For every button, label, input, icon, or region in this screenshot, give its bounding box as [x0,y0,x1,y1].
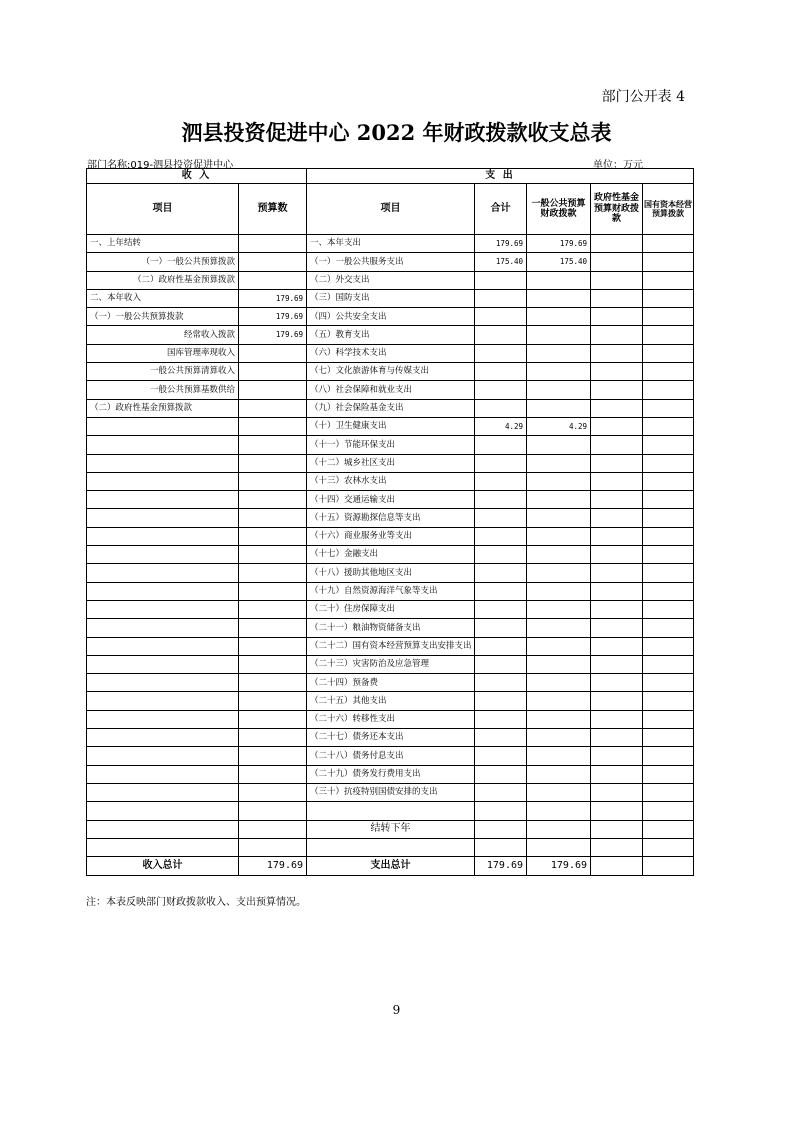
empty-cell [591,838,643,856]
income-budget-cell [239,582,307,600]
income-budget-cell [239,509,307,527]
expense-item-cell: （十六）商业服务业等支出 [307,527,475,545]
income-item-cell [87,820,239,838]
expense-state-capital-cell [643,289,694,307]
unit-label: 单位：万元 [593,160,643,171]
expense-state-capital-cell [643,454,694,472]
expense-total-cell [475,363,527,381]
expense-item-cell: （十四）交通运输支出 [307,491,475,509]
column-header-row [87,184,694,235]
income-budget-cell [239,655,307,673]
income-item-cell [87,765,239,783]
income-item-cell [87,582,239,600]
empty-cell [591,857,643,876]
income-budget-cell [239,381,307,399]
income-item-cell [87,692,239,710]
expense-general-cell [527,692,591,710]
expense-state-capital-cell [643,729,694,747]
income-budget-cell [239,783,307,801]
income-budget-cell [239,710,307,728]
expense-state-capital-cell [643,747,694,765]
income-item-cell [87,710,239,728]
expense-state-capital-cell [643,600,694,618]
expense-general-cell [527,619,591,637]
table-row [87,710,694,728]
expense-state-capital-cell [643,417,694,435]
table-row [87,838,694,856]
income-budget-cell [239,235,307,253]
income-item-cell: 一、上年结转 [87,235,239,253]
table-row [87,546,694,564]
expense-gov-fund-cell [591,527,643,545]
table-row [87,381,694,399]
expense-total-cell [475,619,527,637]
expense-item-cell: （八）社会保障和就业支出 [307,381,475,399]
expense-item-cell [307,802,475,820]
col-header-total: 合计 [475,184,527,235]
income-budget-cell [239,491,307,509]
income-budget-cell [239,692,307,710]
expense-item-cell: （二十）住房保障支出 [307,600,475,618]
income-item-cell [87,747,239,765]
table-row [87,253,694,271]
income-budget-cell [239,271,307,289]
expense-total-cell [475,582,527,600]
table-row [87,436,694,454]
expense-total-cell [475,674,527,692]
empty-cell [643,838,694,856]
table-row [87,802,694,820]
table-row [87,619,694,637]
expense-general-cell [527,674,591,692]
income-budget-cell [239,253,307,271]
expense-item-cell: （七）文化旅游体育与传媒支出 [307,363,475,381]
expense-state-capital-cell [643,802,694,820]
expense-general-cell [527,472,591,490]
expense-item-cell: （四）公共安全支出 [307,308,475,326]
empty-cell [591,820,643,838]
table-row [87,472,694,490]
income-budget-cell [239,363,307,381]
expense-gov-fund-cell [591,546,643,564]
income-budget-cell [239,472,307,490]
expense-total-cell [475,527,527,545]
expense-general-cell [527,363,591,381]
table-row [87,527,694,545]
expense-gov-fund-cell [591,399,643,417]
table-row [87,582,694,600]
income-budget-cell [239,600,307,618]
expense-state-capital-cell [643,619,694,637]
expense-state-capital-cell [643,344,694,362]
expense-state-capital-cell [643,710,694,728]
expense-state-capital-cell [643,308,694,326]
income-item-cell [87,729,239,747]
expense-state-capital-cell [643,363,694,381]
expense-general-cell [527,509,591,527]
expense-state-capital-cell [643,527,694,545]
expense-gov-fund-cell [591,472,643,490]
expense-state-capital-cell [643,564,694,582]
table-row [87,765,694,783]
income-item-cell [87,600,239,618]
expense-gov-fund-cell [591,783,643,801]
expense-total-cell [475,399,527,417]
expense-total-cell [475,747,527,765]
expense-total-cell [475,637,527,655]
expense-state-capital-cell [643,655,694,673]
income-budget-cell: 179.69 [239,308,307,326]
empty-cell [307,838,475,856]
table-row [87,600,694,618]
expense-general-cell [527,308,591,326]
income-item-cell: 国库管理率现收入 [87,344,239,362]
table-number-label: 部门公开表 4 [601,89,685,105]
carry-forward-row [87,820,694,838]
expense-total-cell [475,308,527,326]
income-budget-cell [239,454,307,472]
expense-general-cell [527,802,591,820]
empty-cell [87,838,239,856]
table-row [87,674,694,692]
income-item-cell: （一）一般公共预算拨款 [87,308,239,326]
expense-total-label: 支出总计 [307,857,475,876]
income-item-cell [87,783,239,801]
col-header-income-item: 项目 [87,184,239,235]
expense-state-capital-cell [643,674,694,692]
empty-cell [527,820,591,838]
expense-gov-fund-cell [591,363,643,381]
expense-general-cell [527,289,591,307]
budget-summary-table [86,168,694,876]
expense-total-cell [475,344,527,362]
expense-gov-fund-cell [591,326,643,344]
expense-general-cell [527,600,591,618]
expense-total-cell: 175.40 [475,253,527,271]
expense-general-cell [527,326,591,344]
table-row [87,344,694,362]
expense-general-cell [527,710,591,728]
empty-cell [643,820,694,838]
table-row [87,783,694,801]
expense-item-cell: （二十七）债务还本支出 [307,729,475,747]
expense-total-cell [475,454,527,472]
expense-state-capital-cell [643,491,694,509]
expense-state-capital-cell [643,271,694,289]
expense-item-cell: （十七）金融支出 [307,546,475,564]
expense-item-cell: 一、本年支出 [307,235,475,253]
expense-gov-fund-cell [591,436,643,454]
expense-total-cell [475,802,527,820]
expense-item-cell: （三十）抗疫特别国债安排的支出 [307,783,475,801]
expense-state-capital-cell [643,253,694,271]
totals-row [87,857,694,876]
expense-item-cell: （六）科学技术支出 [307,344,475,362]
expense-gov-fund-cell [591,600,643,618]
expense-item-cell: （二十五）其他支出 [307,692,475,710]
expense-item-cell: （九）社会保险基金支出 [307,399,475,417]
expense-section-header: 支 出 [307,169,694,184]
empty-cell [643,857,694,876]
expense-gov-fund-cell [591,582,643,600]
expense-gov-fund-cell [591,289,643,307]
income-item-cell [87,564,239,582]
expense-state-capital-cell [643,381,694,399]
table-row [87,417,694,435]
expense-gov-fund-cell [591,271,643,289]
expense-general-cell [527,454,591,472]
expense-general-cell [527,729,591,747]
income-budget-cell [239,546,307,564]
income-budget-cell: 179.69 [239,289,307,307]
expense-item-cell: （二十九）债务发行费用支出 [307,765,475,783]
expense-general-cell [527,491,591,509]
table-row [87,729,694,747]
income-budget-cell [239,637,307,655]
expense-total-cell: 179.69 [475,235,527,253]
carry-forward-label: 结转下年 [307,820,475,838]
expense-item-cell: （二）外交支出 [307,271,475,289]
table-note: 注：本表反映部门财政拨款收入、支出预算情况。 [86,897,306,908]
expense-state-capital-cell [643,783,694,801]
expense-gov-fund-cell [591,381,643,399]
col-header-budget: 预算数 [239,184,307,235]
expense-general-cell [527,381,591,399]
expense-item-cell: （十一）节能环保支出 [307,436,475,454]
expense-gov-fund-cell [591,747,643,765]
expense-state-capital-cell [643,235,694,253]
expense-total-value: 179.69 [475,857,527,876]
expense-state-capital-cell [643,326,694,344]
expense-total-cell [475,710,527,728]
table-row [87,289,694,307]
expense-total-cell [475,381,527,399]
income-total-value: 179.69 [239,857,307,876]
expense-general-cell [527,564,591,582]
income-item-cell [87,491,239,509]
income-budget-cell [239,564,307,582]
expense-total-cell [475,271,527,289]
expense-gov-fund-cell [591,509,643,527]
table-row [87,509,694,527]
income-item-cell [87,619,239,637]
empty-cell [475,838,527,856]
income-item-cell: （二）政府性基金预算拨款 [87,271,239,289]
expense-item-cell: （二十六）转移性支出 [307,710,475,728]
expense-total-cell [475,783,527,801]
expense-gov-fund-cell [591,802,643,820]
expense-item-cell: （五）教育支出 [307,326,475,344]
expense-item-cell: （十二）城乡社区支出 [307,454,475,472]
expense-general-total-value: 179.69 [527,857,591,876]
expense-gov-fund-cell [591,692,643,710]
expense-total-cell [475,546,527,564]
expense-state-capital-cell [643,765,694,783]
income-item-cell: 一般公共预算基数供给 [87,381,239,399]
income-budget-cell [239,619,307,637]
income-item-cell [87,527,239,545]
expense-general-cell [527,344,591,362]
expense-gov-fund-cell [591,619,643,637]
income-item-cell [87,637,239,655]
expense-general-cell [527,271,591,289]
expense-state-capital-cell [643,637,694,655]
expense-general-cell [527,399,591,417]
income-item-cell [87,509,239,527]
expense-total-cell [475,472,527,490]
expense-general-cell [527,546,591,564]
expense-total-cell [475,729,527,747]
expense-total-cell [475,289,527,307]
income-budget-cell [239,527,307,545]
expense-gov-fund-cell [591,765,643,783]
expense-gov-fund-cell [591,564,643,582]
expense-gov-fund-cell [591,344,643,362]
expense-general-cell [527,747,591,765]
expense-state-capital-cell [643,509,694,527]
expense-general-cell [527,637,591,655]
page-title: 泗县投资促进中心 2022 年财政拨款收支总表 [181,120,612,145]
expense-total-cell [475,436,527,454]
table-row [87,271,694,289]
income-section-header: 收 入 [87,169,307,184]
expense-total-cell: 4.29 [475,417,527,435]
income-item-cell: （二）政府性基金预算拨款 [87,399,239,417]
section-header-row [87,169,694,184]
expense-total-cell [475,509,527,527]
page-number: 9 [392,1003,401,1017]
expense-total-cell [475,655,527,673]
income-budget-cell: 179.69 [239,326,307,344]
expense-gov-fund-cell [591,674,643,692]
income-budget-cell [239,802,307,820]
expense-item-cell: （二十二）国有资本经营预算支出安排支出 [307,637,475,655]
expense-gov-fund-cell [591,637,643,655]
expense-state-capital-cell [643,692,694,710]
table-row [87,326,694,344]
department-name: 部门名称:019-泗县投资促进中心 [87,160,234,171]
expense-gov-fund-cell [591,710,643,728]
expense-general-cell [527,527,591,545]
income-budget-cell [239,765,307,783]
expense-gov-fund-cell [591,253,643,271]
expense-total-cell [475,491,527,509]
income-item-cell [87,655,239,673]
expense-gov-fund-cell [591,308,643,326]
income-total-label: 收入总计 [87,857,239,876]
expense-item-cell: （十八）援助其他地区支出 [307,564,475,582]
income-item-cell [87,436,239,454]
expense-gov-fund-cell [591,235,643,253]
empty-cell [239,838,307,856]
expense-general-cell [527,436,591,454]
expense-general-cell [527,582,591,600]
income-budget-cell [239,399,307,417]
expense-item-cell: （二十三）灾害防治及应急管理 [307,655,475,673]
table-row [87,235,694,253]
expense-general-cell: 4.29 [527,417,591,435]
col-header-gov-fund: 政府性基金预算财政拨款 [591,184,643,235]
table-row [87,655,694,673]
expense-item-cell: （十）卫生健康支出 [307,417,475,435]
table-row [87,491,694,509]
income-item-cell [87,472,239,490]
expense-general-cell: 175.40 [527,253,591,271]
expense-item-cell: （二十八）债务付息支出 [307,747,475,765]
income-item-cell [87,546,239,564]
income-item-cell: （一）一般公共预算拨款 [87,253,239,271]
expense-item-cell: （二十四）预备费 [307,674,475,692]
expense-total-cell [475,564,527,582]
table-row [87,454,694,472]
expense-general-cell [527,783,591,801]
expense-item-cell: （三）国防支出 [307,289,475,307]
expense-gov-fund-cell [591,729,643,747]
expense-state-capital-cell [643,472,694,490]
expense-state-capital-cell [643,436,694,454]
col-header-expense-item: 项目 [307,184,475,235]
expense-total-cell [475,326,527,344]
table-row [87,564,694,582]
expense-gov-fund-cell [591,454,643,472]
income-budget-cell [239,820,307,838]
expense-item-cell: （十九）自然资源海洋气象等支出 [307,582,475,600]
expense-general-cell [527,655,591,673]
income-budget-cell [239,344,307,362]
expense-gov-fund-cell [591,655,643,673]
income-budget-cell [239,747,307,765]
income-item-cell [87,417,239,435]
expense-item-cell: （十五）资源勘探信息等支出 [307,509,475,527]
expense-state-capital-cell [643,546,694,564]
expense-state-capital-cell [643,582,694,600]
expense-gov-fund-cell [591,491,643,509]
expense-item-cell: （一）一般公共服务支出 [307,253,475,271]
empty-cell [475,820,527,838]
table-row [87,399,694,417]
income-item-cell: 经常收入拨款 [87,326,239,344]
expense-total-cell [475,765,527,783]
income-item-cell [87,454,239,472]
income-item-cell: 二、本年收入 [87,289,239,307]
expense-general-cell [527,765,591,783]
col-header-general-budget: 一般公共预算财政拨款 [527,184,591,235]
income-budget-cell [239,436,307,454]
table-row [87,308,694,326]
income-budget-cell [239,729,307,747]
expense-general-cell: 179.69 [527,235,591,253]
table-row [87,747,694,765]
empty-cell [527,838,591,856]
expense-state-capital-cell [643,399,694,417]
expense-total-cell [475,600,527,618]
income-budget-cell [239,417,307,435]
table-row [87,363,694,381]
income-item-cell [87,802,239,820]
income-item-cell: 一般公共预算清算收入 [87,363,239,381]
expense-gov-fund-cell [591,417,643,435]
income-item-cell [87,674,239,692]
table-row [87,637,694,655]
expense-item-cell: （十三）农林水支出 [307,472,475,490]
expense-item-cell: （二十一）粮油物资储备支出 [307,619,475,637]
table-row [87,692,694,710]
expense-total-cell [475,692,527,710]
col-header-state-capital: 国有资本经营预算拨款 [643,184,694,235]
income-budget-cell [239,674,307,692]
